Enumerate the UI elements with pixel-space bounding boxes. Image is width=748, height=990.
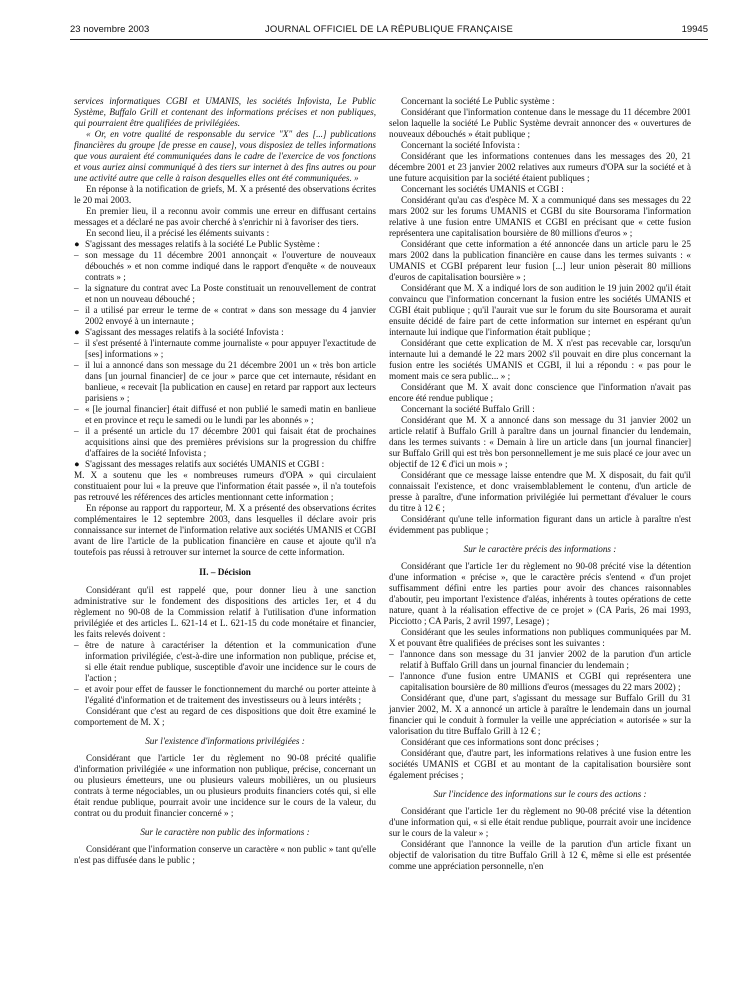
paragraph: Considérant que, d'autre part, les informations relatives à une fusion entre les sociétés UMANIS et CGBI et au montant de la capitalisation boursière sont également précises ; xyxy=(389,748,691,780)
page-header xyxy=(70,24,708,38)
paragraph: Considérant que les seules informations non publiques communiquées par M. X et pouvant être qualifiées de précises sont les suivantes : xyxy=(389,627,691,648)
dash-item: – l'annonce d'une fusion entre UMANIS et CGBI qui représentera une capitalisation boursière de 80 millions d'euros (messages du 22 mars 2002) ; xyxy=(389,671,691,692)
paragraph: Considérant que M. X avait donc conscience que l'information n'avait pas encore été rendue publique ; xyxy=(389,382,691,403)
dash-item: – il a utilisé par erreur le terme de « contrat » dans son message du 4 janvier 2002 envoyé à un internaute ; xyxy=(74,305,376,326)
paragraph: Considérant que cette information a été annoncée dans un article paru le 25 mars 2002 dans la publication financière en cause dans les termes suivants : « UMANIS et CGBI préparent leur fusion [...] leur union pèserait 80 millions d'euros de capitalisation boursière » ; xyxy=(389,239,691,282)
paragraph: Concernant la société Infovista : xyxy=(401,140,520,150)
subsection-heading: Sur le caractère précis des informations : xyxy=(463,544,617,554)
left-column xyxy=(74,96,376,866)
paragraph: Considérant que l'article 1er du règlement no 90-08 précité vise la détention d'une information « précise », que le caractère précis s'entend « d'un projet suffisamment défini entre les parties pour avoir des chances raisonnables d'aboutir, peu important l'existence d'aléas, inhérents à toutes opérations de cette nature, quant à la réalisation effective de ce projet » (CA Paris, 26 mai 1993, Picciotto ; CA Paris, 2 avril 1997, Lesage) ; xyxy=(389,561,691,626)
paragraph: Considérant que les informations contenues dans les messages des 20, 21 décembre 2001 et 23 janvier 2002 relatives aux rumeurs d'OPA sur la société et à une future acquisition par la société étaient publiques ; xyxy=(389,151,691,183)
subsection-heading: Sur l'incidence des informations sur le cours des actions : xyxy=(433,789,647,799)
dash-item: – la signature du contrat avec La Poste constituait un renouvellement de contrat et non un nouveau débouché ; xyxy=(74,283,376,304)
dash-item: – l'annonce dans son message du 31 janvier 2002 de la parution d'un article relatif à Buffalo Grill dans un journal financier du lendemain ; xyxy=(389,649,691,670)
paragraph: En réponse à la notification de griefs, M. X a présenté des observations écrites le 20 mai 2003. xyxy=(74,184,376,205)
dash-item: – il lui a annoncé dans son message du 21 décembre 2001 un « très bon article dans [un journal financier] de ce jour » parce que cet internaute, résidant en banlieue, « recevait [la publication en cause] en retard par rapport aux lecteurs parisiens » ; xyxy=(74,360,376,403)
paragraph: Considérant que l'information conserve un caractère « non public » tant qu'elle n'est pas diffusée dans le public ; xyxy=(74,844,376,865)
paragraph: Concernant la société Buffalo Grill : xyxy=(401,404,535,414)
paragraph: « Or, en votre qualité de responsable du service "X" des [...] publications financières du groupe [de presse en cause], vous disposiez de telles informations que vous auraient été communiquées dans le cadre de l'exercice de vos fonctions et vous auriez ainsi communiqué à des tiers sur internet à des fins autres ou pour une activité autre que celle à raison desquelles elles ont été communiquées. » xyxy=(74,129,376,183)
paragraph: Considérant que, d'une part, s'agissant du message sur Buffalo Grill du 31 janvier 2002, M. X a annoncé un article à paraître le lendemain dans un journal financier qui le conduit à formuler la veille une appréciation « autorisée » sur la valorisation du titre Buffalo Grill à 12 € ; xyxy=(389,693,691,736)
paragraph: En réponse au rapport du rapporteur, M. X a présenté des observations écrites complémentaires le 12 septembre 2003, dans lesquelles il déclare avoir pris connaissance sur internet de l'information relative aux sociétés UMANIS et CGBI avant de lire l'article de la publication financière en cause et ajoute qu'il n'a toutefois pas réussi à retrouver sur internet la source de cette information. xyxy=(74,503,376,557)
dash-item: – son message du 11 décembre 2001 annonçait « l'ouverture de nouveaux débouchés » et non comme indiqué dans le rapport d'enquête « de nouveaux contrats » ; xyxy=(74,250,376,282)
dash-item: – « [le journal financier] était diffusé et non publié le samedi matin en banlieue et en province et reçu le samedi ou le lundi par les abonnés » ; xyxy=(74,404,376,425)
page-number: 19945 xyxy=(681,24,708,35)
subsection-heading: Sur l'existence d'informations privilégiées : xyxy=(145,736,305,746)
paragraph: Concernant les sociétés UMANIS et CGBI : xyxy=(401,184,564,194)
paragraph: Concernant la société Le Public système : xyxy=(401,96,555,106)
bullet-item: ● S'agissant des messages relatifs à la société Infovista : xyxy=(74,327,284,337)
paragraph: Considérant que M. X a annoncé dans son message du 31 janvier 2002 un article relatif à Buffalo Grill à paraître dans un journal financier du lendemain, dans les termes suivants : « Demain à lire un article dans [un journal financier] sur Buffalo Grill qui est très bon personnellement je me suis placé ce jour avec un objectif de 12 € d'ici un mois » ; xyxy=(389,415,691,469)
paragraph: services informatiques CGBI et UMANIS, les sociétés Infovista, Le Public Système, Buffalo Grill et contenant des informations précises et non publiques, qui pourraient être qualifiées de privilégiées. xyxy=(74,96,376,128)
dash-item: – et avoir pour effet de fausser le fonctionnement du marché ou porter atteinte à l'égalité d'information et de traitement des investisseurs ou à leurs intérêts ; xyxy=(74,684,376,705)
paragraph: M. X a soutenu que les « nombreuses rumeurs d'OPA » qui circulaient constituaient pour lui « la preuve que l'information était passée », il n'a toutefois pas retrouvé les références des articles mentionnant cette information ; xyxy=(74,470,376,502)
header-date: 23 novembre 2003 xyxy=(70,24,150,35)
paragraph: Considérant que M. X a indiqué lors de son audition le 19 juin 2002 qu'il était convaincu que l'information concernant la fusion entre les sociétés UMANIS et CGBI était publique ; qu'il l'aurait vue sur le forum du site Boursorama et aurait ensuite décidé de faire part de cette information sur internet en espérant qu'un internaute lui indique que l'information était publique ; xyxy=(389,283,691,337)
right-column xyxy=(389,96,691,872)
paragraph: Considérant que l'article 1er du règlement no 90-08 précité vise la détention d'une information qui, « si elle était rendue publique, pourrait avoir une incidence sur le cours de la valeur » ; xyxy=(389,806,691,838)
bullet-item: ● S'agissant des messages relatifs aux sociétés UMANIS et CGBI : xyxy=(74,459,325,469)
dash-item: – il a présenté un article du 17 décembre 2001 qui faisait état de prochaines acquisitions ainsi que des premières prévisions sur la progression du chiffre d'affaires de la société Infovista ; xyxy=(74,426,376,458)
paragraph: Considérant que ces informations sont donc précises ; xyxy=(401,737,599,747)
header-rule xyxy=(70,39,708,40)
paragraph: Considérant qu'une telle information figurant dans un article à paraître n'est évidemment pas publique ; xyxy=(389,514,691,535)
header-title: JOURNAL OFFICIEL DE LA RÉPUBLIQUE FRANÇAISE xyxy=(264,24,514,35)
paragraph: Considérant que ce message laisse entendre que M. X disposait, du fait qu'il connaissait l'existence, et donc vraisemblablement le contenu, d'un article de presse à paraître, d'une information privilégiée lui permettant d'évaluer le cours du titre à 12 € ; xyxy=(389,470,691,513)
subsection-heading: Sur le caractère non public des informations : xyxy=(140,827,310,837)
paragraph: En premier lieu, il a reconnu avoir commis une erreur en diffusant certains messages et a déclaré ne pas avoir cherché à s'enrichir ni à favoriser des tiers. xyxy=(74,206,376,227)
paragraph: Considérant que cette explication de M. X n'est pas recevable car, lorsqu'un internaute lui a demandé le 22 mars 2002 s'il pouvait en dire plus concernant la fusion entre les sociétés UMANIS et CGBI, il lui a répondu : « pas pour le moment mais ce sera public... » ; xyxy=(389,338,691,381)
paragraph: En second lieu, il a précisé les éléments suivants : xyxy=(86,228,270,238)
paragraph: Considérant qu'il est rappelé que, pour donner lieu à une sanction administrative sur le fondement des dispositions des articles 1er, et 4 du règlement no 90-08 de la Commission relatif à l'utilisation d'une information privilégiée et des articles L. 621-14 et L. 621-15 du code monétaire et financier, les faits relevés doivent : xyxy=(74,585,376,639)
dash-item: – il s'est présenté à l'internaute comme journaliste « pour appuyer l'exactitude de [ses] informations » ; xyxy=(74,338,376,359)
paragraph: Considérant que c'est au regard de ces dispositions que doit être examiné le comportement de M. X ; xyxy=(74,706,376,727)
paragraph: Considérant qu'au cas d'espèce M. X a communiqué dans ses messages du 22 mars 2002 sur les forums UMANIS et CGBI du site Boursorama l'information relative à une fusion entre UMANIS et CGBI en précisant que « cette fusion représentera une capitalisation boursière de 80 millions d'euros » ; xyxy=(389,195,691,238)
dash-item: – être de nature à caractériser la détention et la communication d'une information privilégiée, c'est-à-dire une information non publique, précise et, si elle était rendue publique, susceptible d'avoir une incidence sur le cours de l'action ; xyxy=(74,640,376,683)
paragraph: Considérant que l'annonce la veille de la parution d'un article fixant un objectif de valorisation du titre Buffalo Grill à 12 €, même si elle est présentée comme une appréciation personnelle, n'en xyxy=(389,839,691,871)
section-heading: II. – Décision xyxy=(199,567,251,577)
bullet-item: ● S'agissant des messages relatifs à la société Le Public Système : xyxy=(74,239,320,249)
paragraph: Considérant que l'information contenue dans le message du 11 décembre 2001 selon laquelle la société Le Public Système devrait annoncer des « ouvertures de nouveaux débouchés » était publique ; xyxy=(389,107,691,139)
paragraph: Considérant que l'article 1er du règlement no 90-08 précité qualifie d'information privilégiée « une information non publique, précise, concernant un ou plusieurs émetteurs, une ou plusieurs valeurs mobilières, un ou plusieurs contrats à terme négociables, un ou plusieurs produits financiers cotés qui, si elle était rendue publique, pourrait avoir une incidence sur le cours de la valeur, du contrat ou du produit financier concerné » ; xyxy=(74,753,376,818)
